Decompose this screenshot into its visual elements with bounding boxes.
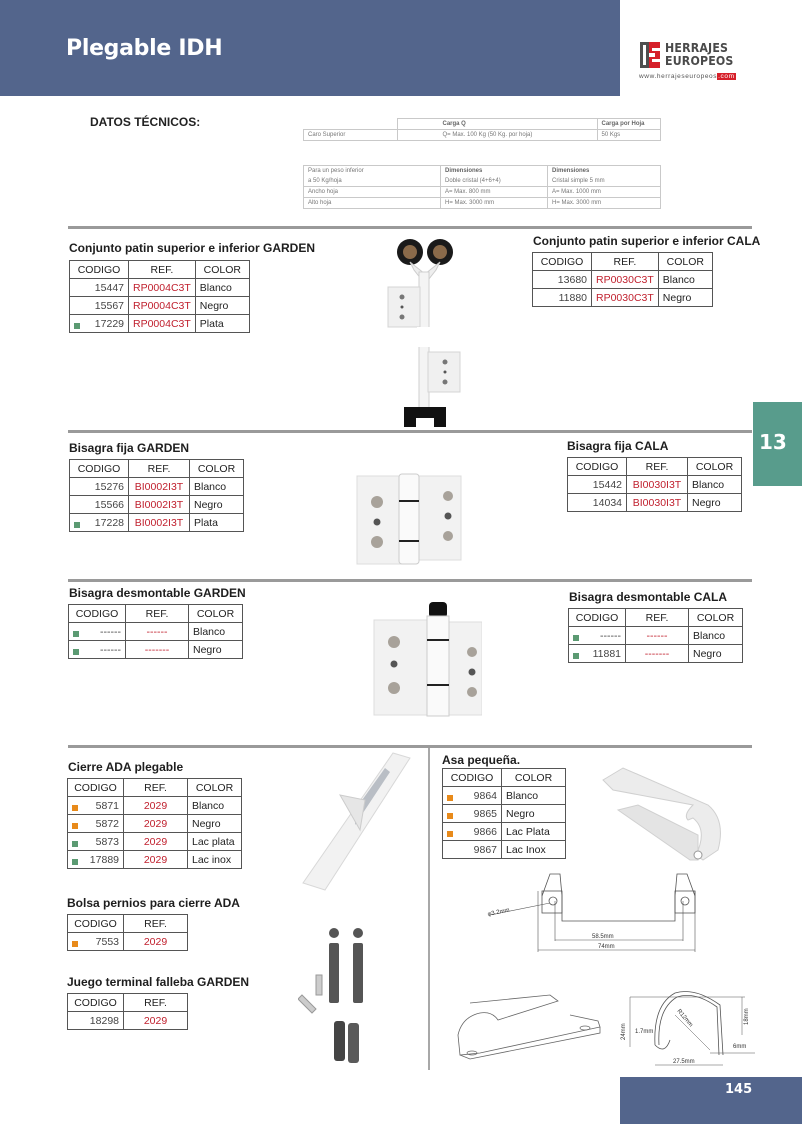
table-cell-codigo [70, 478, 129, 496]
table-cell-ref [124, 833, 188, 851]
column-header-ref: REF. [129, 460, 190, 478]
logo-url-main: www.herrajeseuropeos [639, 73, 718, 80]
section-title: Bisagra desmontable CALA [569, 590, 728, 604]
dim-thickness-label: 1.7mm [635, 1029, 654, 1035]
spec-cell: Dimensiones [548, 166, 661, 177]
table-cell-color [195, 279, 249, 297]
cell-color: Lac inox [192, 853, 232, 866]
green-marker-icon [72, 841, 78, 847]
table-row [68, 833, 242, 851]
column-header-color: COLOR [190, 460, 244, 478]
spec-row [304, 166, 661, 177]
asa-side-drawing [615, 985, 760, 1070]
table-row [443, 787, 566, 805]
cell-color: Blanco [194, 480, 227, 493]
table-row [68, 851, 242, 869]
section-title: Conjunto patin superior e inferior GARDEN [69, 241, 316, 255]
brand-logo [637, 40, 757, 82]
table-cell-color [502, 841, 566, 859]
cell-codigo: ------ [100, 625, 121, 638]
cell-color: Blanco [662, 273, 695, 286]
table-cell-codigo [443, 823, 502, 841]
product-table-patin-garden [69, 260, 250, 333]
spec-cell: A= Max. 800 mm [441, 187, 548, 198]
table-cell-ref [126, 623, 189, 641]
table-cell-codigo [68, 797, 124, 815]
cell-ref: BI0002I3T [134, 516, 184, 529]
section-title: Bolsa pernios para cierre ADA [67, 896, 240, 910]
cell-ref: 2029 [143, 853, 168, 866]
product-table-bisagra-desm-garden [68, 604, 243, 659]
table-header-row [443, 769, 566, 787]
table-cell-color [658, 271, 712, 289]
table-cell-ref [124, 933, 188, 951]
page-number: 145 [725, 1082, 753, 1097]
datos-tecnicos-label: DATOS TÉCNICOS: [90, 115, 201, 129]
section-number: 13 [759, 430, 787, 454]
green-marker-icon [74, 522, 80, 528]
pernios-image [298, 925, 378, 1065]
table-cell-ref [124, 815, 188, 833]
spec-cell: H= Max. 3000 mm [441, 198, 548, 209]
cell-ref: RP0004C3T [133, 299, 191, 312]
cell-ref: RP0030C3T [596, 273, 654, 286]
table-cell-ref [129, 478, 190, 496]
spec-cell: A= Max. 1000 mm [548, 187, 661, 198]
table-cell-codigo [533, 289, 592, 307]
section-title: Conjunto patin superior e inferior CALA [533, 234, 761, 248]
cell-ref: ------ [646, 629, 668, 642]
cell-codigo: 11880 [558, 291, 587, 304]
dim-gap-label: 6mm [733, 1044, 747, 1050]
cell-ref: RP0030C3T [596, 291, 654, 304]
cell-ref: 2029 [143, 835, 168, 848]
column-header-ref: REF. [627, 458, 688, 476]
table-cell-codigo [68, 1012, 124, 1030]
table-cell-codigo [443, 805, 502, 823]
table-cell-ref [124, 1012, 188, 1030]
table-cell-ref [626, 627, 689, 645]
footer-band [620, 1077, 802, 1124]
table-cell-codigo [568, 476, 627, 494]
table-cell-codigo [70, 496, 129, 514]
cell-color: Negro [692, 496, 721, 509]
cell-codigo: 15567 [94, 299, 124, 312]
column-header-codigo: CODIGO [533, 253, 592, 271]
logo-mark-icon [640, 42, 660, 68]
cell-ref: ------- [644, 647, 670, 660]
table-header-row [68, 779, 242, 797]
table-row [568, 494, 742, 512]
cell-color: Lac Plata [506, 825, 550, 838]
product-table-bisagra-desm-cala [568, 608, 743, 663]
cell-codigo: 7553 [95, 935, 119, 948]
section-title: Cierre ADA plegable [68, 760, 184, 774]
green-marker-icon [74, 323, 80, 329]
table-cell-ref [129, 279, 196, 297]
dim-lip-label: 18mm [744, 1008, 750, 1025]
table-row [68, 933, 188, 951]
table-cell-ref [129, 297, 196, 315]
green-marker-icon [73, 649, 79, 655]
cell-color: Negro [194, 498, 223, 511]
spec-cell: Dimensiones [441, 166, 548, 177]
cell-ref: ------ [146, 625, 168, 638]
cell-ref: BI0002I3T [134, 480, 184, 493]
column-header-ref: REF. [124, 994, 188, 1012]
table-cell-ref [129, 514, 190, 532]
section-title: Asa pequeña. [442, 753, 521, 767]
green-marker-icon [72, 859, 78, 865]
table-cell-ref [592, 289, 659, 307]
cell-color: Blanco [192, 799, 225, 812]
divider [68, 579, 752, 582]
cell-color: Blanco [506, 789, 539, 802]
cell-color: Blanco [693, 629, 726, 642]
spec-cell: Cristal simple 5 mm [548, 176, 661, 187]
table-cell-ref [592, 271, 659, 289]
column-header-codigo: CODIGO [69, 605, 126, 623]
column-header-codigo: CODIGO [68, 915, 124, 933]
dim-outer-label: 74mm [598, 944, 615, 950]
table-row [569, 645, 743, 663]
bisagra-desmontable-image [372, 602, 482, 717]
column-header-codigo: CODIGO [443, 769, 502, 787]
vertical-divider [428, 748, 430, 1070]
table-row [533, 271, 713, 289]
table-cell-color [190, 478, 244, 496]
product-table-bisagra-fija-garden [69, 459, 244, 532]
table-cell-codigo [569, 627, 626, 645]
table-cell-color [689, 645, 743, 663]
product-table-bolsa-pernios [67, 914, 188, 951]
table-header-row [70, 261, 250, 279]
cell-codigo: ------ [100, 643, 121, 656]
product-table-patin-cala [532, 252, 713, 307]
table-cell-ref [627, 494, 688, 512]
cell-color: Blanco [193, 625, 226, 638]
cell-codigo: 9864 [473, 789, 497, 802]
cell-codigo: 15276 [94, 480, 124, 493]
column-header-ref: REF. [126, 605, 189, 623]
table-cell-codigo [569, 645, 626, 663]
cierre-ada-image [295, 750, 425, 895]
page-title: Plegable IDH [66, 36, 223, 61]
table-header-row [568, 458, 742, 476]
orange-marker-icon [447, 795, 453, 801]
table-cell-codigo [69, 641, 126, 659]
green-marker-icon [73, 631, 79, 637]
table-header-row [70, 460, 244, 478]
table-cell-ref [627, 476, 688, 494]
cell-codigo: 9867 [473, 843, 497, 856]
spec-cell: Para un peso inferior [304, 166, 441, 177]
table-row [533, 289, 713, 307]
table-row [69, 623, 243, 641]
dim-radius-label: R12mm [675, 1008, 694, 1029]
cell-codigo: 9865 [473, 807, 497, 820]
column-header-ref: REF. [124, 915, 188, 933]
column-header-codigo: CODIGO [68, 779, 124, 797]
spec-cell: 50 Kgs [597, 130, 661, 141]
cell-color: Blanco [199, 281, 232, 294]
cell-color: Negro [193, 643, 222, 656]
table-cell-codigo [443, 841, 502, 859]
table-cell-codigo [68, 933, 124, 951]
bisagra-fija-image [355, 470, 465, 565]
cell-ref: BI0030I3T [632, 496, 682, 509]
spec-cell: Carga por Hoja [597, 119, 661, 130]
table-cell-color [188, 851, 242, 869]
orange-marker-icon [72, 823, 78, 829]
cell-codigo: 17229 [94, 317, 124, 330]
table-cell-color [188, 797, 242, 815]
cell-ref: BI0002I3T [134, 498, 184, 511]
asa-photo-image [598, 760, 728, 865]
cell-color: Negro [693, 647, 722, 660]
column-header-color: COLOR [189, 605, 243, 623]
table-cell-codigo [443, 787, 502, 805]
cell-color: Lac plata [192, 835, 235, 848]
green-marker-icon [573, 653, 579, 659]
spec-cell: Carga Q [397, 119, 597, 130]
cell-ref: 2029 [143, 1014, 168, 1027]
table-header-row [569, 609, 743, 627]
table-row [70, 478, 244, 496]
cell-codigo: ------ [600, 629, 621, 642]
column-header-codigo: CODIGO [568, 458, 627, 476]
cell-ref: 2029 [143, 817, 168, 830]
table-cell-ref [126, 641, 189, 659]
column-header-color: COLOR [502, 769, 566, 787]
table-row [70, 279, 250, 297]
column-header-codigo: CODIGO [70, 261, 129, 279]
table-cell-codigo [68, 851, 124, 869]
divider [68, 430, 752, 433]
table-cell-ref [124, 851, 188, 869]
column-header-color: COLOR [188, 779, 242, 797]
table-row [443, 823, 566, 841]
column-header-codigo: CODIGO [70, 460, 129, 478]
cell-color: Negro [192, 817, 221, 830]
product-table-asa-pequena [442, 768, 566, 859]
table-row [70, 315, 250, 333]
table-cell-color [188, 833, 242, 851]
table-cell-ref [124, 797, 188, 815]
product-table-juego-terminal [67, 993, 188, 1030]
cell-ref: BI0030I3T [632, 478, 682, 491]
table-row [70, 297, 250, 315]
logo-line2: EUROPEOS [665, 53, 734, 68]
spec-table-load [303, 118, 661, 141]
logo-url [639, 73, 736, 80]
table-cell-color [195, 315, 249, 333]
table-header-row [69, 605, 243, 623]
table-cell-ref [129, 315, 196, 333]
column-header-color: COLOR [195, 261, 249, 279]
table-cell-color [189, 641, 243, 659]
orange-marker-icon [72, 805, 78, 811]
table-cell-color [188, 815, 242, 833]
table-cell-color [689, 627, 743, 645]
cell-codigo: 5873 [95, 835, 119, 848]
cell-codigo: 15442 [592, 478, 622, 491]
column-header-ref: REF. [124, 779, 188, 797]
spec-cell: H= Max. 3000 mm [548, 198, 661, 209]
asa-front-drawing [480, 866, 720, 961]
dim-inner-label: 58.5mm [592, 934, 614, 940]
column-header-color: COLOR [658, 253, 712, 271]
column-header-color: COLOR [689, 609, 743, 627]
cell-ref: RP0004C3T [133, 281, 191, 294]
table-cell-codigo [533, 271, 592, 289]
orange-marker-icon [72, 941, 78, 947]
product-table-bisagra-fija-cala [567, 457, 742, 512]
spec-cell: Doble cristal (4+6+4) [441, 176, 548, 187]
table-cell-codigo [68, 815, 124, 833]
cell-codigo: 18298 [89, 1014, 119, 1027]
spec-cell: Q= Max. 100 Kg (50 Kg. por hoja) [397, 130, 597, 141]
spec-cell [304, 119, 398, 130]
divider [68, 745, 752, 748]
table-cell-codigo [568, 494, 627, 512]
cell-codigo: 13680 [557, 273, 587, 286]
table-cell-codigo [70, 514, 129, 532]
dim-hole-label: φ3.2mm [487, 907, 511, 918]
section-title: Bisagra fija GARDEN [69, 441, 190, 455]
spec-row [304, 187, 661, 198]
spec-row [304, 130, 661, 141]
cell-color: Lac Inox [506, 843, 546, 856]
dim-height-label: 24mm [621, 1023, 627, 1040]
table-cell-color [502, 787, 566, 805]
table-row [68, 1012, 188, 1030]
table-cell-color [688, 476, 742, 494]
table-cell-ref [129, 496, 190, 514]
asa-lineart-drawing [440, 985, 610, 1060]
section-title: Bisagra desmontable GARDEN [69, 586, 246, 600]
cell-codigo: 5871 [95, 799, 119, 812]
cell-color: Negro [506, 807, 535, 820]
column-header-codigo: CODIGO [68, 994, 124, 1012]
cell-color: Plata [199, 317, 224, 330]
cell-codigo: 17889 [89, 853, 119, 866]
table-row [568, 476, 742, 494]
table-row [70, 514, 244, 532]
cell-codigo: 9866 [473, 825, 497, 838]
column-header-color: COLOR [688, 458, 742, 476]
spec-row [304, 176, 661, 187]
table-cell-codigo [70, 315, 129, 333]
table-cell-color [502, 823, 566, 841]
table-cell-color [190, 514, 244, 532]
table-header-row [533, 253, 713, 271]
dim-depth-label: 27.5mm [673, 1059, 695, 1065]
logo-text [665, 41, 734, 67]
cell-codigo: 11881 [592, 647, 621, 660]
cell-color: Plata [194, 516, 218, 529]
spec-cell: Alto hoja [304, 198, 441, 209]
cell-codigo: 17228 [94, 516, 124, 529]
table-header-row [68, 994, 188, 1012]
table-cell-ref [626, 645, 689, 663]
column-header-ref: REF. [626, 609, 689, 627]
table-row [443, 805, 566, 823]
spec-row [304, 198, 661, 209]
table-cell-color [502, 805, 566, 823]
spec-header-row [304, 119, 661, 130]
spec-table-dimensions [303, 165, 661, 209]
table-cell-codigo [68, 833, 124, 851]
cell-ref: ------- [144, 643, 170, 656]
patin-product-image [380, 232, 470, 427]
table-cell-codigo [69, 623, 126, 641]
table-row [70, 496, 244, 514]
table-row [69, 641, 243, 659]
spec-cell: Ancho hoja [304, 187, 441, 198]
column-header-ref: REF. [592, 253, 659, 271]
table-header-row [68, 915, 188, 933]
section-title: Juego terminal falleba GARDEN [67, 975, 250, 989]
cell-codigo: 14034 [592, 496, 622, 509]
table-row [68, 815, 242, 833]
logo-line1: HERRAJES [665, 40, 729, 55]
spec-cell: Caro Superior [304, 130, 398, 141]
cell-codigo: 15447 [94, 281, 124, 294]
logo-url-suffix: .com [718, 73, 735, 80]
orange-marker-icon [447, 831, 453, 837]
cell-ref: RP0004C3T [133, 317, 191, 330]
section-title: Bisagra fija CALA [567, 439, 669, 453]
product-table-cierre-ada [67, 778, 242, 869]
divider [68, 226, 752, 229]
orange-marker-icon [447, 813, 453, 819]
cell-color: Blanco [692, 478, 725, 491]
table-row [569, 627, 743, 645]
column-header-codigo: CODIGO [569, 609, 626, 627]
table-cell-color [658, 289, 712, 307]
table-row [443, 841, 566, 859]
table-cell-color [195, 297, 249, 315]
green-marker-icon [573, 635, 579, 641]
spec-cell: a 50 Kg/hoja [304, 176, 441, 187]
table-row [68, 797, 242, 815]
table-cell-color [688, 494, 742, 512]
table-cell-codigo [70, 297, 129, 315]
column-header-ref: REF. [129, 261, 196, 279]
table-cell-color [189, 623, 243, 641]
cell-codigo: 5872 [95, 817, 119, 830]
section-tab [753, 402, 802, 486]
cell-color: Negro [662, 291, 692, 304]
cell-color: Negro [199, 299, 229, 312]
table-cell-codigo [70, 279, 129, 297]
table-cell-color [190, 496, 244, 514]
cell-codigo: 15566 [94, 498, 124, 511]
cell-ref: 2029 [143, 935, 168, 948]
cell-ref: 2029 [143, 799, 168, 812]
